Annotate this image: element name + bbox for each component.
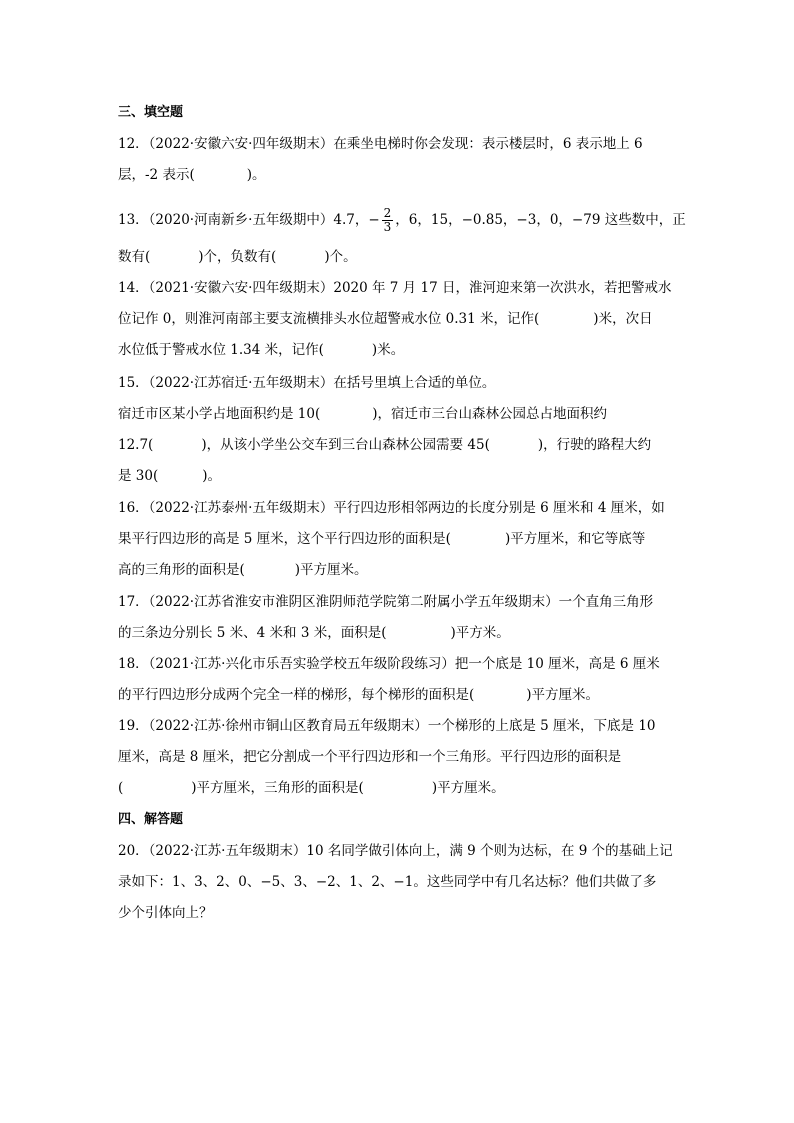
q19-text-b: )平方厘米，三角形的面积是( <box>191 780 364 796</box>
q19-line-1: 19．（2022·江苏·徐州市铜山区教育局五年级期末）一个梯形的上底是 5 厘米，下底是 10 <box>118 718 656 734</box>
q15-text-d: )，从该小学坐公交车到三台山森林公园需要 45( <box>201 437 490 453</box>
q12-text-a: 层，-2 表示( <box>118 167 195 183</box>
q15-line-3 <box>118 436 651 454</box>
q14-text-d: )米。 <box>371 342 405 358</box>
q15-text-f: 是 30( <box>118 468 159 484</box>
q13-line-2 <box>118 248 357 266</box>
q13-fraction <box>382 207 394 234</box>
q12-text-b: )。 <box>246 167 266 183</box>
q15-text-g: )。 <box>202 468 222 484</box>
q16-line-1: 16．（2022·江苏泰州·五年级期末）平行四边形相邻两边的长度分别是 6 厘米和 4 厘米，如 <box>118 500 665 516</box>
q19-text-a: ( <box>118 780 124 796</box>
q20-line-1: 20．（2022·江苏·五年级期末）10 名同学做引体向上，满 9 个则为达标，在 9 个的基础上记 <box>118 843 673 859</box>
q16-text-d: )平方厘米。 <box>294 562 368 578</box>
q17-text-b: )平方米。 <box>450 625 510 641</box>
section-answer-title: 四、解答题 <box>118 812 184 827</box>
q15-text-b: )，宿迁市三台山森林公园总占地面积约 <box>372 406 608 422</box>
q19-line-2: 厘米，高是 8 厘米，把它分割成一个平行四边形和一个三角形。平行四边形的面积是 <box>118 749 622 765</box>
q17-line-2 <box>118 624 510 642</box>
q15-line-4 <box>118 467 221 485</box>
q15-text-c: 12.7( <box>118 437 154 453</box>
q15-line-1: 15．（2022·江苏宿迁·五年级期末）在括号里填上合适的单位。 <box>118 375 496 391</box>
q13-fraction-numerator: 2 <box>383 206 392 220</box>
q15-text-e: )，行驶的路程大约 <box>537 437 652 453</box>
q14-text-c: 水位低于警戒水位 1.34 米，记作( <box>118 342 324 358</box>
q14-line-2 <box>118 310 653 328</box>
q17-text-a: 的三条边分别长 5 米、4 米和 3 米，面积是( <box>118 625 387 641</box>
q12-line-1: 12．（2022·安徽六安·四年级期末）在乘坐电梯时你会发现：表示楼层时，6 表示地上 6 <box>118 136 643 152</box>
q15-text-a: 宿迁市区某小学占地面积约是 10( <box>118 406 321 422</box>
q14-text-a: 位记作 0，则淮河南部主要支流横排头水位超警戒水位 0.31 米，记作( <box>118 311 540 327</box>
q13-text-a: 13．（2020·河南新乡·五年级期中）4.7，− <box>118 212 380 228</box>
q13-text-d: )个，负数有( <box>198 249 277 265</box>
q20-line-2: 录如下：1、3、2、0、−5、3、−2、1、2、−1。这些同学中有几名达标？他们共做了多 <box>118 874 657 890</box>
q17-line-1: 17．（2022·江苏省淮安市淮阴区淮阴师范学院第二附属小学五年级期末）一个直角三角形 <box>118 594 654 610</box>
q16-line-3 <box>118 561 368 579</box>
q14-line-1: 14．（2021·安徽六安·四年级期末）2020 年 7 月 17 日，淮河迎来第一次洪水，若把警戒水 <box>118 280 672 296</box>
q19-line-3 <box>118 779 505 797</box>
q16-text-c: 高的三角形的面积是( <box>118 562 245 578</box>
q14-text-b: )米，次日 <box>593 311 653 327</box>
q12-line-2 <box>118 166 266 184</box>
q18-line-2 <box>118 686 599 704</box>
q16-line-2 <box>118 530 645 548</box>
q13-fraction-denominator: 3 <box>383 220 392 234</box>
section-fill-in-title: 三、填空题 <box>118 105 184 120</box>
q13-text-b: ，6，15，−0.85，−3，0，−79 这些数中，正 <box>395 212 686 228</box>
q19-text-c: )平方厘米。 <box>431 780 505 796</box>
q18-text-a: 的平行四边形分成两个完全一样的梯形，每个梯形的面积是( <box>118 687 475 703</box>
q20-line-3: 少个引体向上？ <box>118 905 213 921</box>
q18-text-b: )平方厘米。 <box>526 687 600 703</box>
q14-line-3 <box>118 341 404 359</box>
q13-line-1 <box>118 207 686 234</box>
q15-line-2 <box>118 405 607 423</box>
q16-text-a: 果平行四边形的高是 5 厘米，这个平行四边形的面积是( <box>118 531 451 547</box>
q18-line-1: 18．（2021·江苏·兴化市乐吾实验学校五年级阶段练习）把一个底是 10 厘米，高是 6 厘米 <box>118 656 660 672</box>
q16-text-b: )平方厘米，和它等底等 <box>504 531 646 547</box>
q13-text-c: 数有( <box>118 249 151 265</box>
q13-text-e: )个。 <box>324 249 357 265</box>
